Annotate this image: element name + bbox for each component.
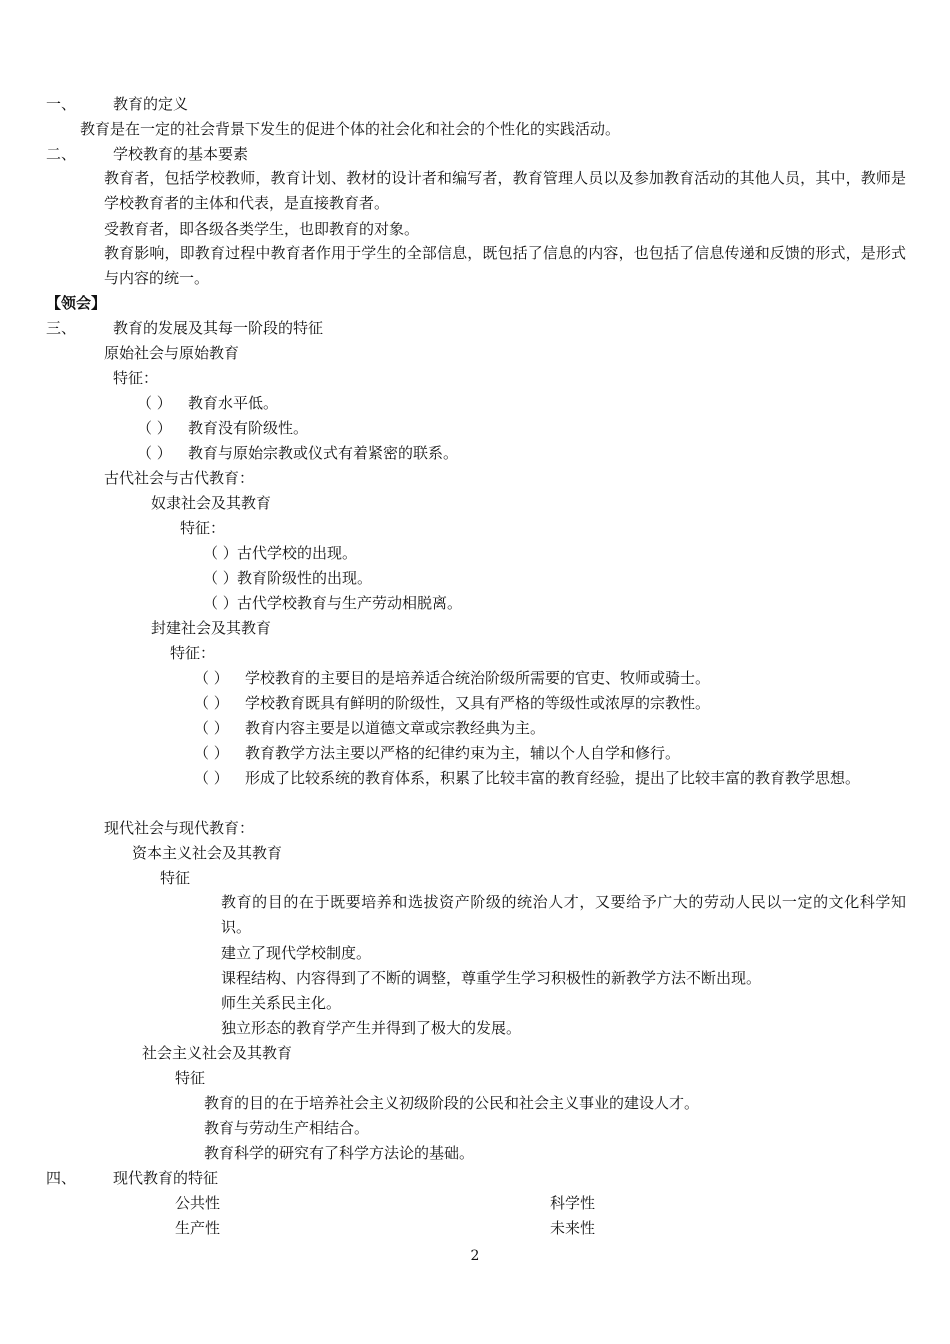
modern-feature-scientific: 科学性 xyxy=(550,1194,596,1212)
list-bracket: （ ） xyxy=(203,544,238,562)
modern-feature-productive: 生产性 xyxy=(175,1219,221,1237)
ancient-society-heading: 古代社会与古代教育： xyxy=(104,469,255,487)
feudal-feature-label: 特征： xyxy=(170,644,216,662)
capitalist-feature-item: 建立了现代学校制度。 xyxy=(221,944,372,962)
list-bracket: （ ） xyxy=(137,444,172,462)
capitalist-feature-item: 师生关系民主化。 xyxy=(221,994,342,1012)
section-2-influence-paragraph: 教育影响，即教育过程中教育者作用于学生的全部信息，既包括了信息的内容，也包括了信息传递和反馈的形式，是形式与内容的统一。 xyxy=(104,244,906,287)
socialist-society-heading: 社会主义社会及其教育 xyxy=(142,1044,293,1062)
socialist-feature-item: 教育的目的在于培养社会主义初级阶段的公民和社会主义事业的建设人才。 xyxy=(204,1094,700,1112)
list-bracket: （ ） xyxy=(194,669,229,687)
primitive-feature-item: 教育与原始宗教或仪式有着紧密的联系。 xyxy=(188,444,459,462)
section-2-educator-paragraph: 教育者，包括学校教师，教育计划、教材的设计者和编写者，教育管理人员以及参加教育活动的其他人员，其中，教师是学校教育者的主体和代表，是直接教育者。 xyxy=(104,169,906,212)
feudal-feature-item: 形成了比较系统的教育体系，积累了比较丰富的教育经验，提出了比较丰富的教育教学思想。 xyxy=(245,769,861,787)
feudal-feature-item: 教育教学方法主要以严格的纪律约束为主，辅以个人自学和修行。 xyxy=(245,744,681,762)
modern-feature-public: 公共性 xyxy=(175,1194,221,1212)
primitive-society-heading: 原始社会与原始教育 xyxy=(104,344,240,362)
capitalist-feature-label: 特征 xyxy=(160,869,191,887)
list-bracket: （ ） xyxy=(137,394,172,412)
section-3-number: 三、 xyxy=(46,319,77,337)
section-3-heading: 教育的发展及其每一阶段的特征 xyxy=(113,319,324,337)
slave-feature-item: 教育阶级性的出现。 xyxy=(237,569,373,587)
list-bracket: （ ） xyxy=(137,419,172,437)
section-2-number: 二、 xyxy=(46,145,77,163)
slave-feature-item: 古代学校的出现。 xyxy=(237,544,358,562)
primitive-feature-item: 教育没有阶级性。 xyxy=(188,419,309,437)
section-4-heading: 现代教育的特征 xyxy=(113,1169,219,1187)
modern-feature-future: 未来性 xyxy=(550,1219,596,1237)
page-number: 2 xyxy=(470,1248,480,1264)
socialist-feature-item: 教育与劳动生产相结合。 xyxy=(204,1119,370,1137)
section-4-number: 四、 xyxy=(46,1169,77,1187)
section-1-heading: 教育的定义 xyxy=(113,95,189,113)
feudal-feature-item: 学校教育既具有鲜明的阶级性，又具有严格的等级性或浓厚的宗教性。 xyxy=(245,694,711,712)
slave-society-heading: 奴隶社会及其教育 xyxy=(151,494,272,512)
capitalist-feature-item: 独立形态的教育学产生并得到了极大的发展。 xyxy=(221,1019,522,1037)
primitive-feature-label: 特征： xyxy=(113,369,159,387)
slave-feature-item: 古代学校教育与生产劳动相脱离。 xyxy=(237,594,463,612)
slave-feature-label: 特征： xyxy=(180,519,226,537)
feudal-feature-item: 教育内容主要是以道德文章或宗教经典为主。 xyxy=(245,719,546,737)
primitive-feature-item: 教育水平低。 xyxy=(188,394,279,412)
modern-society-heading: 现代社会与现代教育： xyxy=(104,819,255,837)
socialist-feature-label: 特征 xyxy=(175,1069,206,1087)
feudal-society-heading: 封建社会及其教育 xyxy=(151,619,272,637)
section-2-heading: 学校教育的基本要素 xyxy=(113,145,249,163)
socialist-feature-item: 教育科学的研究有了科学方法论的基础。 xyxy=(204,1144,475,1162)
list-bracket: （ ） xyxy=(194,744,229,762)
list-bracket: （ ） xyxy=(194,719,229,737)
list-bracket: （ ） xyxy=(194,694,229,712)
section-2-learner-paragraph: 受教育者，即各级各类学生，也即教育的对象。 xyxy=(104,220,420,238)
capitalist-feature-item: 教育的目的在于既要培养和选拔资产阶级的统治人才，又要给予广大的劳动人民以一定的文化科学知识。 xyxy=(221,893,906,936)
capitalist-society-heading: 资本主义社会及其教育 xyxy=(132,844,283,862)
section-1-number: 一、 xyxy=(46,95,77,113)
feudal-feature-item: 学校教育的主要目的是培养适合统治阶级所需要的官吏、牧师或骑士。 xyxy=(245,669,711,687)
capitalist-feature-item: 课程结构、内容得到了不断的调整，尊重学生学习积极性的新教学方法不断出现。 xyxy=(221,969,762,987)
list-bracket: （ ） xyxy=(203,569,238,587)
list-bracket: （ ） xyxy=(203,594,238,612)
section-1-definition: 教育是在一定的社会背景下发生的促进个体的社会化和社会的个性化的实践活动。 xyxy=(80,120,621,138)
list-bracket: （ ） xyxy=(194,769,229,787)
comprehension-label: 【领会】 xyxy=(46,294,107,312)
